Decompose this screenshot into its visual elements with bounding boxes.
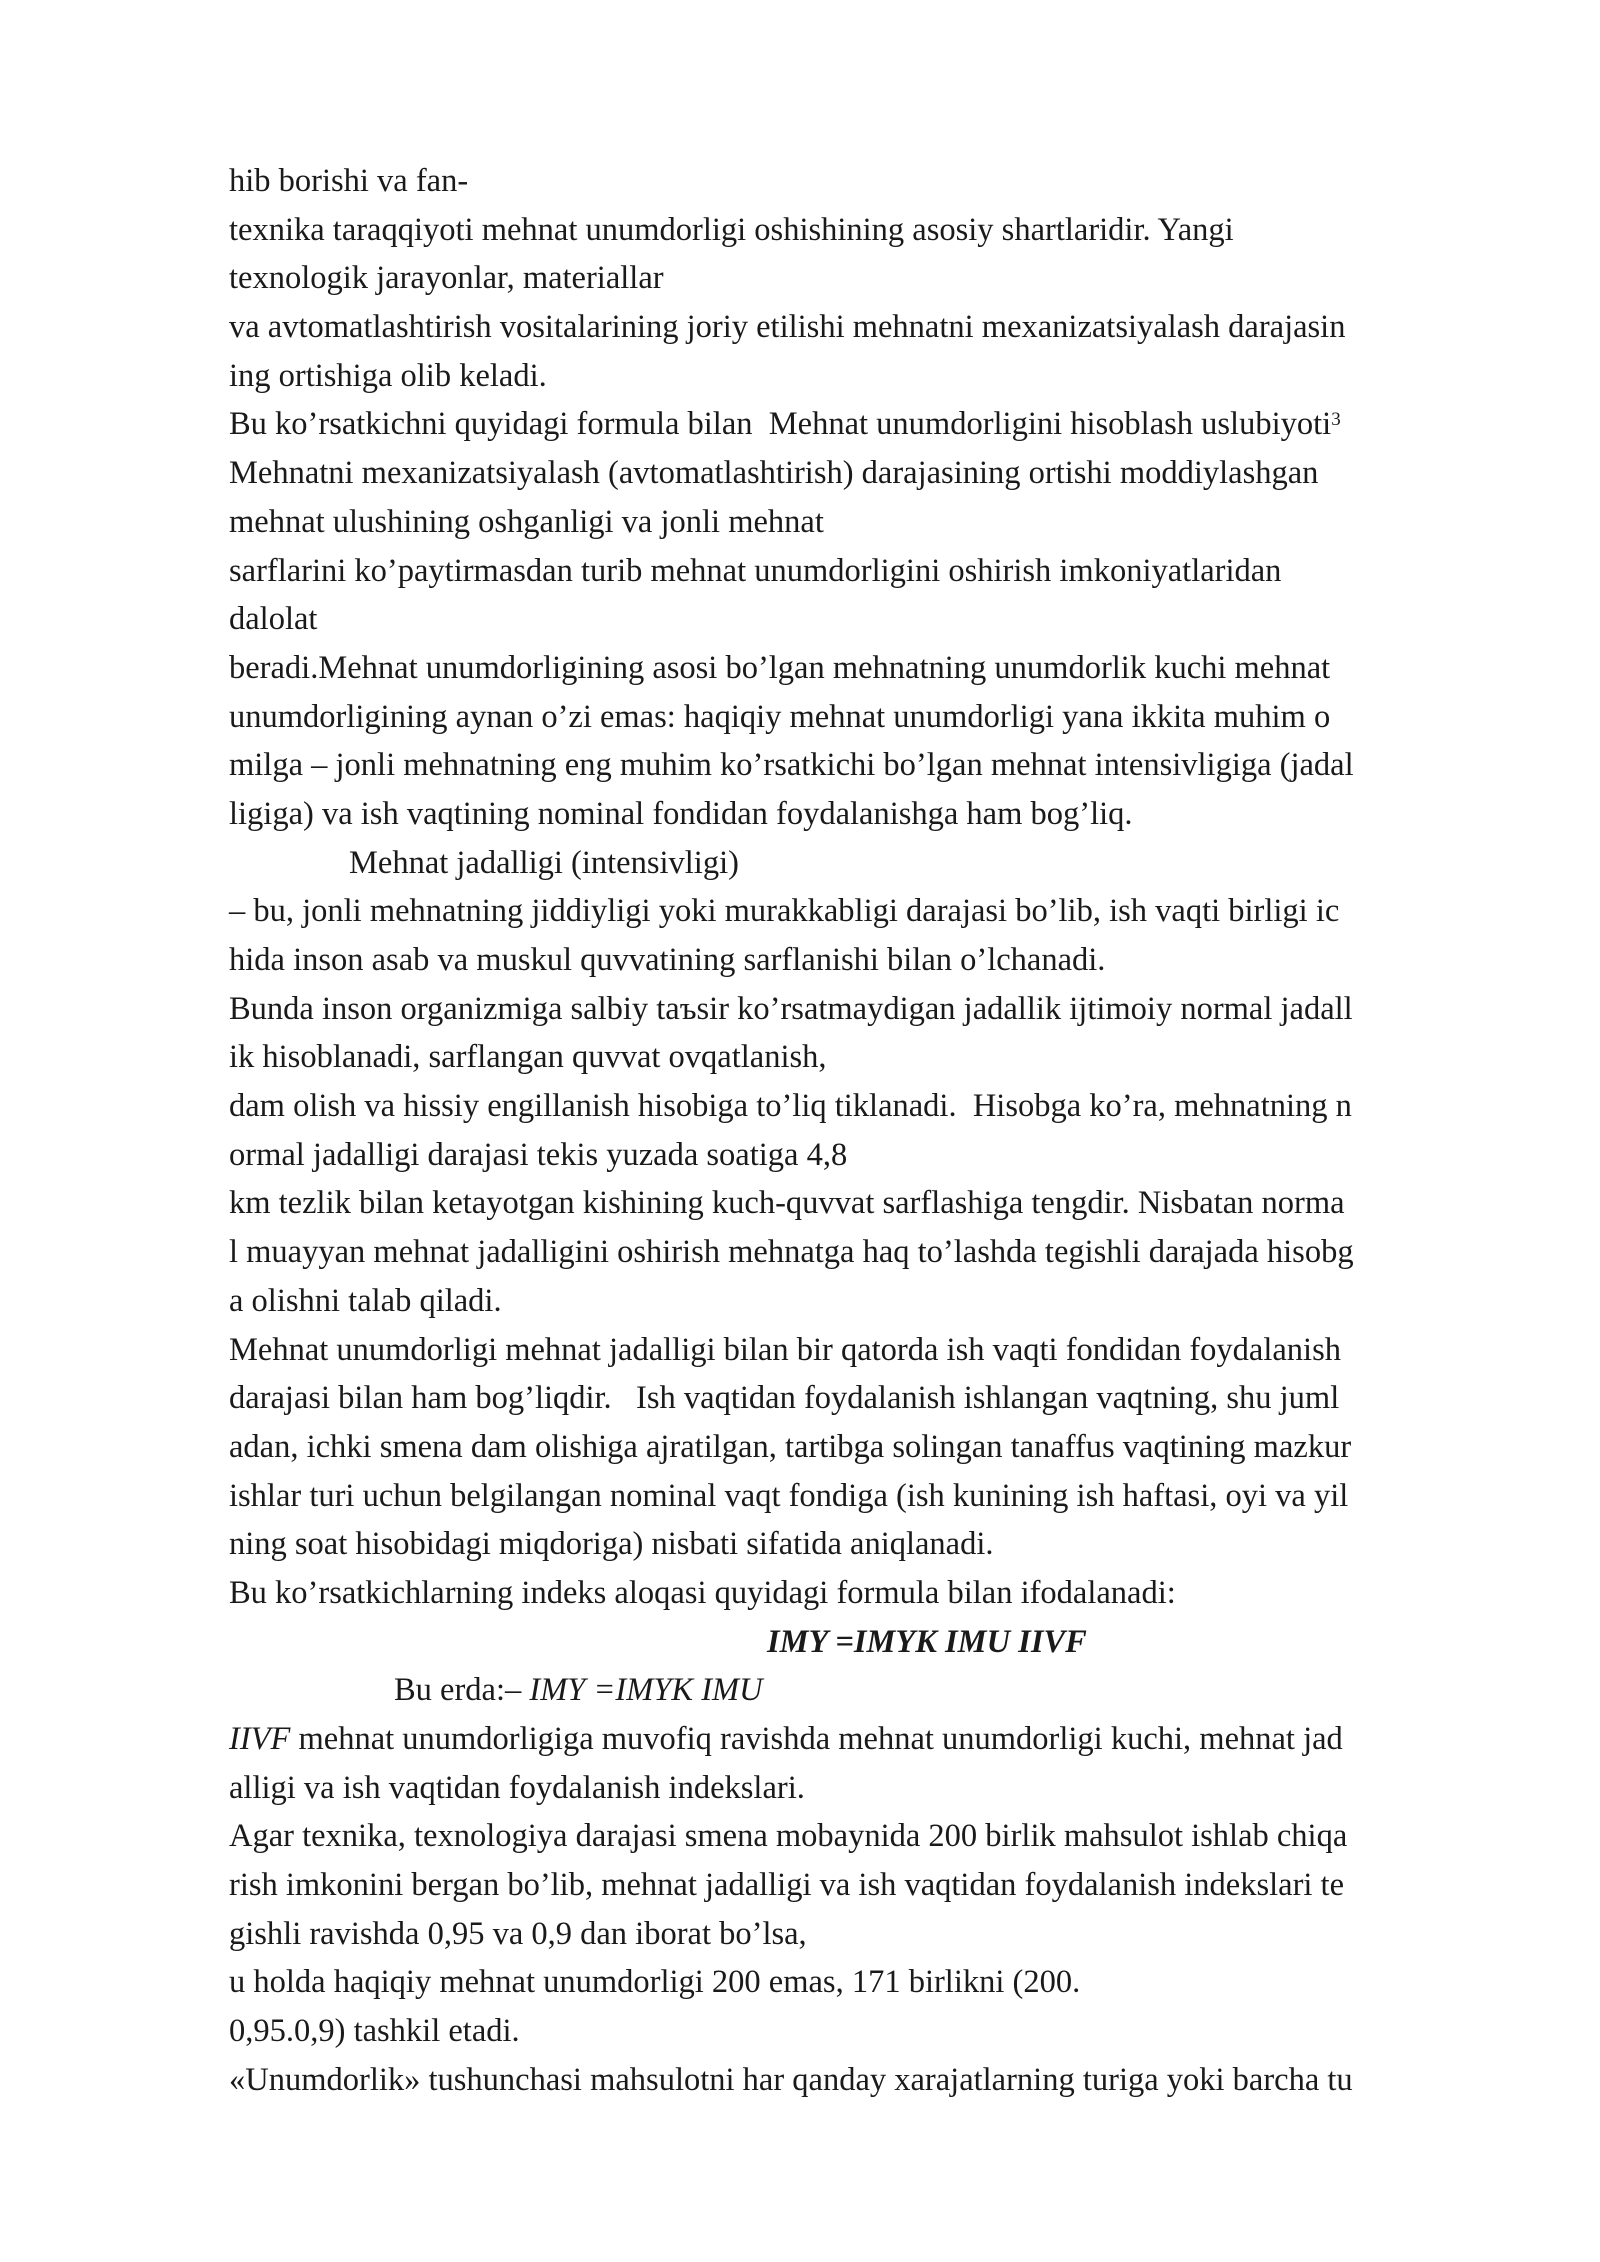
text-line: gishli ravishda 0,95 va 0,9 dan iborat bo’lsa, — [229, 1915, 807, 1952]
text-line: l muayyan mehnat jadalligini oshirish mehnatga haq to’lashda tegishli darajada hisobg — [229, 1234, 1354, 1271]
text-line: darajasi bilan ham bog’liqdir. Ish vaqtidan foydalanish ishlangan vaqtning, shu juml — [229, 1380, 1340, 1417]
text-line: ik hisoblanadi, sarflangan quvvat ovqatlanish, — [229, 1039, 827, 1076]
text-line: Bunda inson organizmiga salbiy taъsir ko’rsatmaydigan jadallik ijtimoiy normal jadall — [229, 990, 1353, 1027]
text-line: ormal jadalligi darajasi tekis yuzada soatiga 4,8 — [229, 1136, 848, 1173]
text-line: km tezlik bilan ketayotgan kishining kuch-quvvat sarflashiga tengdir. Nisbatan norma — [229, 1185, 1345, 1222]
text-line: sarflarini ko’paytirmasdan turib mehnat unumdorligini oshirish imkoniyatlaridan — [229, 552, 1282, 589]
text-line-content: Bu ko’rsatkichni quyidagi formula bilan Mehnat unumdorligini hisoblash uslubiyoti — [229, 406, 1332, 443]
bu-erda-label: Bu erda:– — [394, 1672, 530, 1709]
text-line: hida inson asab va muskul quvvatining sarflanishi bilan o’lchanadi. — [229, 942, 1106, 978]
text-line: ligiga) va ish vaqtining nominal fondidan foydalanishga ham bog’liq. — [229, 795, 1133, 832]
text-line: Mehnat unumdorligi mehnat jadalligi bilan bir qatorda ish vaqti fondidan foydalanish — [229, 1331, 1341, 1368]
text-line: – bu, jonli mehnatning jiddiyligi yoki murakkabligi darajasi bo’lib, ish vaqti birligi ic — [229, 893, 1340, 930]
text-line: adan, ichki smena dam olishiga ajratilgan, tartibga solingan tanaffus vaqtining mazkur — [229, 1428, 1352, 1465]
text-line: Mehnatni mexanizatsiyalash (avtomatlashtirish) darajasining ortishi moddiylashgan — [229, 455, 1319, 492]
text-line: unumdorligining aynan o’zi emas: haqiqiy mehnat unumdorligi yana ikkita muhim o — [229, 698, 1331, 735]
text-line: milga – jonli mehnatning eng muhim ko’rsatkichi bo’lgan mehnat intensivligiga (jadal — [229, 747, 1354, 784]
text-line: 0,95.0,9) tashkil etadi. — [229, 2013, 520, 2050]
text-line: Agar texnika, texnologiya darajasi smena mobaynida 200 birlik mahsulot ishlab chiqa — [229, 1818, 1348, 1855]
text-line: a olishni talab qiladi. — [229, 1282, 502, 1319]
text-line: hib borishi va fan- — [229, 163, 469, 199]
text-line: u holda haqiqiy mehnat unumdorligi 200 emas, 171 birlikni (200. — [229, 1964, 1081, 2001]
text-line: ishlar turi uchun belgilangan nominal vaqt fondiga (ish kunining ish haftasi, oyi va yil — [229, 1477, 1349, 1514]
text-line-with-footnote — [229, 400, 1509, 449]
text-line: «Unumdorlik» tushunchasi mahsulotni har qanday xarajatlarning turiga yoki barcha tu — [229, 2061, 1353, 2098]
iivf-line — [229, 1715, 1509, 1764]
subheading-line: Mehnat jadalligi (intensivligi) — [349, 844, 739, 881]
iivf-description: mehnat unumdorligiga muvofiq ravishda mehnat unumdorligi kuchi, mehnat jad — [290, 1721, 1343, 1757]
bu-erda-line — [229, 1666, 1509, 1715]
text-line: ing ortishiga olib keladi. — [229, 357, 547, 394]
iivf-term: IIVF — [229, 1721, 291, 1757]
text-line: va avtomatlashtirish vositalarining joriy etilishi mehnatni mexanizatsiyalash darajasin — [229, 309, 1346, 346]
formula-line: IMY =IMYK IMU IIVF — [767, 1623, 1087, 1660]
text-line: beradi.Mehnat unumdorligining asosi bo’lgan mehnatning unumdorlik kuchi mehnat — [229, 649, 1331, 686]
text-line: mehnat ulushining oshganligi va jonli mehnat — [229, 503, 824, 540]
text-line: ning soat hisobidagi miqdoriga) nisbati sifatida aniqlanadi. — [229, 1526, 994, 1563]
document-body — [229, 157, 1509, 2105]
text-line: texnologik jarayonlar, materiallar — [229, 260, 664, 297]
text-line: texnika taraqqiyoti mehnat unumdorligi oshishining asosiy shartlaridir. Yangi — [229, 211, 1234, 248]
text-line: dalolat — [229, 601, 318, 638]
text-line: dam olish va hissiy engillanish hisobiga to’liq tiklanadi. Hisobga ko’ra, mehnatning n — [229, 1088, 1352, 1125]
text-line: rish imkonini bergan bo’lib, mehnat jadalligi va ish vaqtidan foydalanish indekslari te — [229, 1867, 1344, 1904]
text-line: alligi va ish vaqtidan foydalanish indekslari. — [229, 1769, 805, 1806]
bu-erda-formula: IMY =IMYK IMU — [529, 1672, 763, 1709]
text-line: Bu ko’rsatkichlarning indeks aloqasi quyidagi formula bilan ifodalanadi: — [229, 1574, 1176, 1611]
footnote-mark: 3 — [1331, 409, 1341, 431]
